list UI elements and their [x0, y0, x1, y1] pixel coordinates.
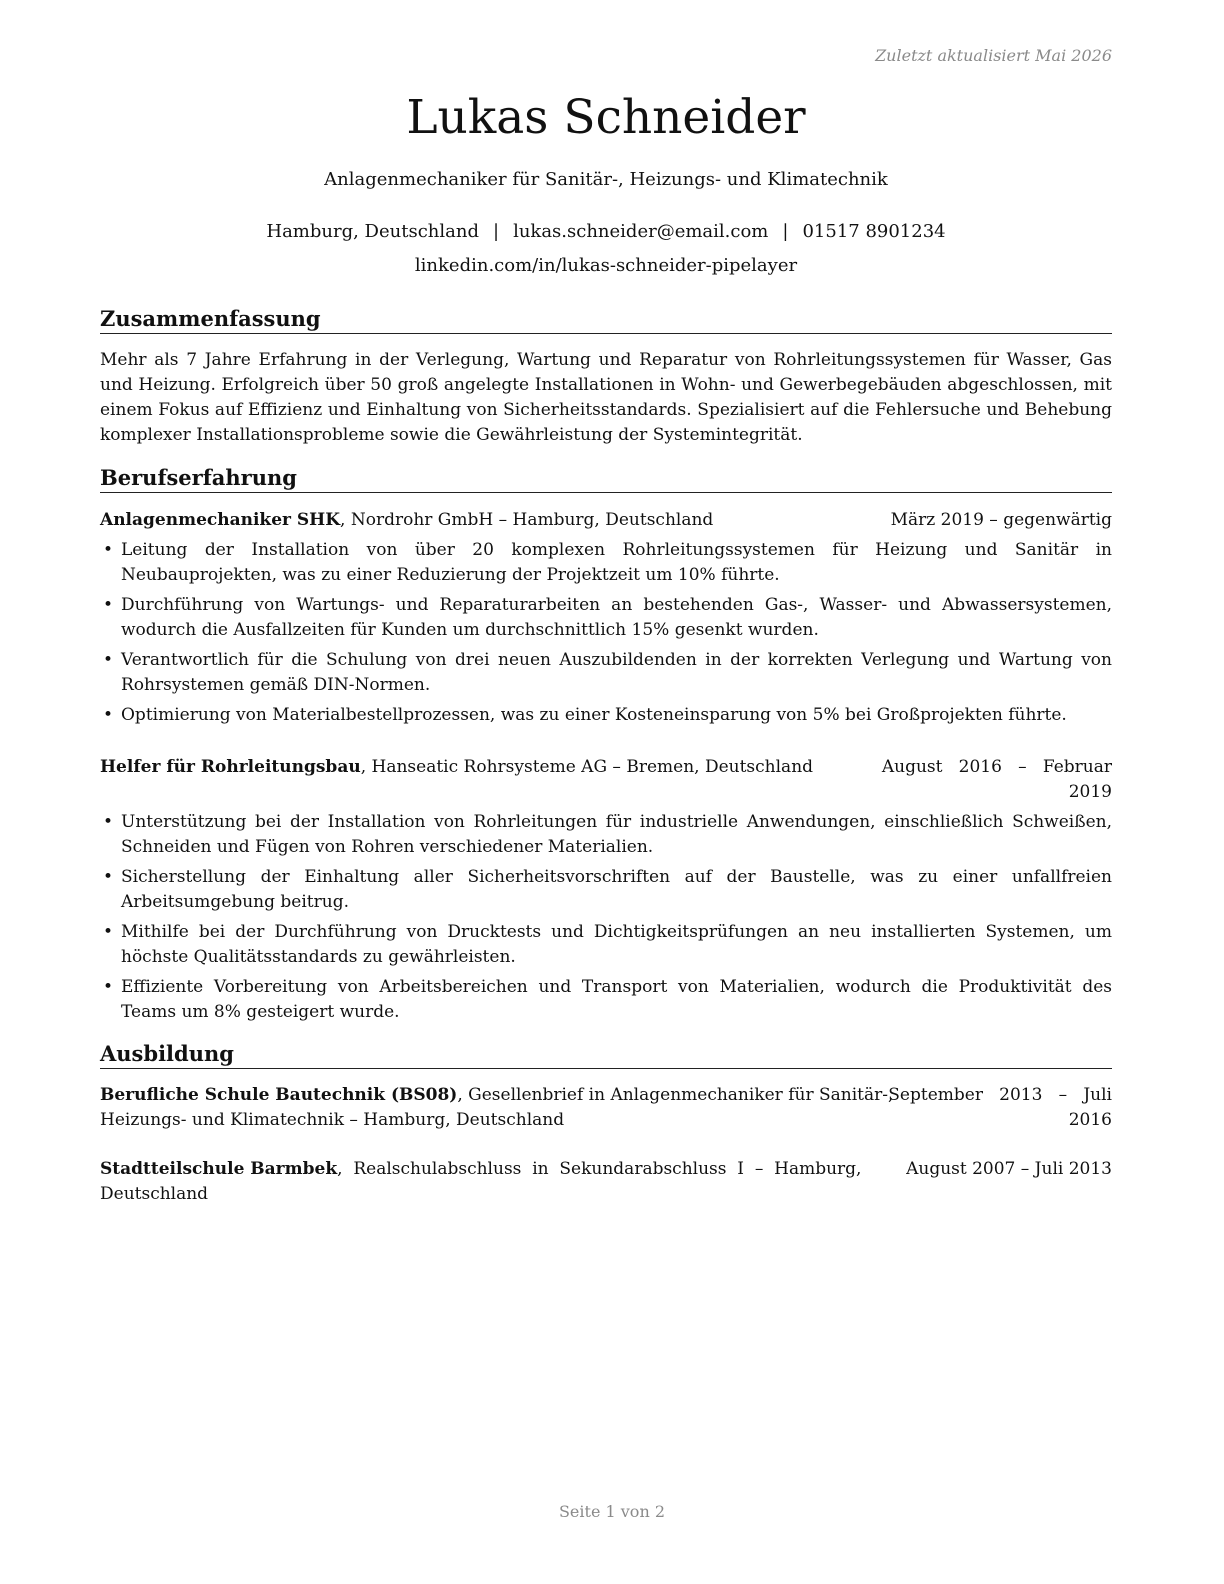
location: Hamburg, Deutschland	[266, 221, 479, 242]
list-item: • Sicherstellung der Einhaltung aller Sicherheitsvorschriften auf der Baustelle, was zu einer unfallfreien Arbeitsumgebung beitrug.	[103, 867, 1112, 912]
job-bullets	[100, 538, 1112, 733]
education-dates: September 2013 – Juli 2016	[888, 1085, 1112, 1130]
degree: , Gesellenbrief in Anlagenmechaniker für Sanitär-,	[457, 1085, 894, 1105]
job-title: Anlagenmechaniker für Sanitär-, Heizungs- und Klimatechnik	[324, 169, 888, 190]
list-item: • Optimierung von Materialbestellprozessen, was zu einer Kosteneinsparung von 5% bei Großprojekten führte.	[103, 705, 1067, 725]
list-item: • Durchführung von Wartungs- und Reparaturarbeiten an bestehenden Gas-, Wasser- und Abwassersystemen, wodurch die Ausfallzeiten für Kunden um durchschnittlich 15% gesenkt wurden.	[103, 595, 1112, 640]
section-title-education: Ausbildung	[100, 1040, 1112, 1069]
list-item: • Mithilfe bei der Durchführung von Drucktests und Dichtigkeitsprüfungen an neu installierten Systemen, um höchste Qualitätsstandards zu gewährleisten.	[103, 922, 1112, 967]
job-role: Helfer für Rohrleitungsbau	[100, 757, 361, 777]
degree-continued: Deutschland	[100, 1184, 209, 1204]
summary-text: Mehr als 7 Jahre Erfahrung in der Verlegung, Wartung und Reparatur von Rohrleitungssystemen für Wasser, Gas und Heizung. Erfolgreich über 50 groß angelegte Installationen in Wohn- und Gewerbegebäuden abgeschlossen, mit einem Fokus auf Effizienz und Einhaltung von Sicherheitsstandards. Spezialisiert auf die Fehlersuche und Behebung komplexer Installationsprobleme sowie die Gewährleistung der Systemintegrität.	[100, 350, 1112, 445]
phone: 01517 8901234	[802, 221, 946, 242]
school-name: Stadtteilschule Barmbek	[100, 1159, 338, 1179]
job-company: , Hanseatic Rohrsysteme AG – Bremen, Deutschland	[360, 757, 814, 777]
job-company: , Nordrohr GmbH – Hamburg, Deutschland	[340, 510, 714, 530]
job-bullets	[100, 810, 1112, 1030]
job-dates: August 2016 – Februar 2019	[881, 757, 1112, 802]
email-link[interactable]: lukas.schneider@email.com	[513, 221, 769, 242]
list-item: • Effiziente Vorbereitung von Arbeitsbereichen und Transport von Materialien, wodurch die Produktivität des Teams um 8% gesteigert wurde.	[103, 977, 1112, 1022]
candidate-name: Lukas Schneider	[406, 90, 806, 145]
degree: , Realschulabschluss in Sekundarabschluss I – Hamburg,	[337, 1159, 862, 1179]
job-role: Anlagenmechaniker SHK	[100, 510, 341, 530]
separator: |	[492, 221, 500, 242]
degree-continued: Heizungs- und Klimatechnik – Hamburg, Deutschland	[100, 1110, 565, 1130]
school-name: Berufliche Schule Bautechnik (BS08)	[100, 1085, 458, 1105]
education-dates: August 2007 – Juli 2013	[906, 1159, 1112, 1179]
separator: |	[782, 221, 789, 242]
list-item: • Unterstützung bei der Installation von Rohrleitungen für industrielle Anwendungen, einschließlich Schweißen, Schneiden und Fügen von Rohren verschiedener Materialien.	[103, 812, 1112, 857]
list-item: • Verantwortlich für die Schulung von drei neuen Auszubildenden in der korrekten Verlegung und Wartung von Rohrsystemen gemäß DIN-Normen.	[103, 650, 1112, 695]
section-title-experience: Berufserfahrung	[100, 464, 1112, 493]
section-title-summary: Zusammenfassung	[100, 305, 1112, 334]
contact-line	[100, 220, 1112, 244]
page-number: Seite 1 von 2	[558, 1502, 666, 1521]
list-item: • Leitung der Installation von über 20 komplexen Rohrleitungssystemen für Heizung und Sanitär in Neubauprojekten, was zu einer Reduzierung der Projektzeit um 10% führte.	[103, 540, 1112, 585]
linkedin-link[interactable]: linkedin.com/in/lukas-schneider-pipelayer	[414, 255, 798, 276]
last-updated: Zuletzt aktualisiert Mai 2026	[875, 46, 1112, 65]
job-dates: März 2019 – gegenwärtig	[890, 510, 1112, 530]
